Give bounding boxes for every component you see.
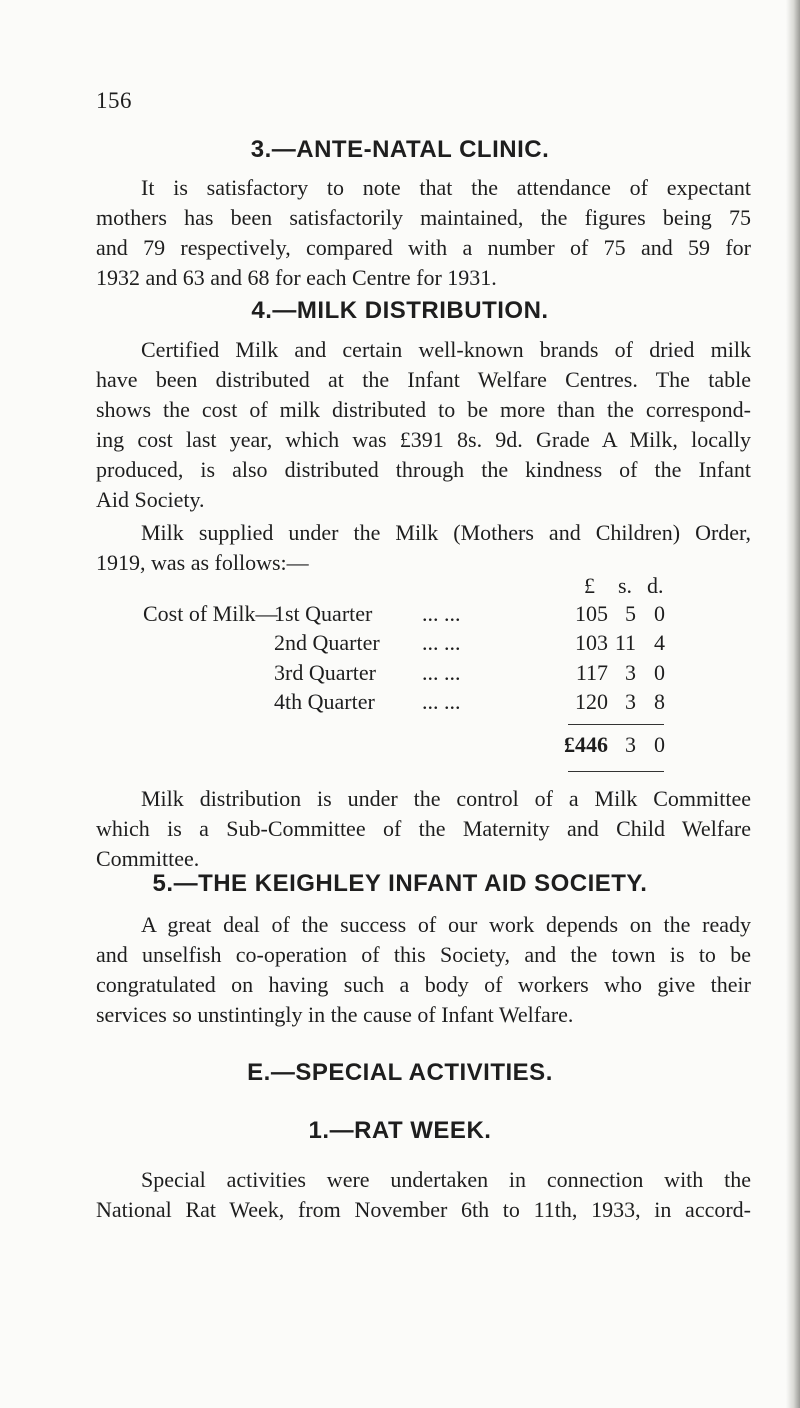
- text-line: 1919, was as follows:—: [96, 550, 309, 575]
- page-number: 156: [96, 88, 132, 113]
- text-line: mothers has been satisfactorily maintained, the figures being 75: [96, 205, 751, 230]
- section-e-heading: E.—SPECIAL ACTIVITIES.: [247, 1059, 553, 1086]
- row-pence: 4: [654, 630, 665, 655]
- milk-committee-paragraph: [96, 784, 751, 874]
- text-line: Certified Milk and certain well-known brands of dried milk: [141, 337, 751, 362]
- total-rule-bottom: [568, 771, 664, 772]
- text-line: Milk distribution is under the control of a Milk Committee: [141, 786, 751, 811]
- row-label: 4th Quarter: [274, 689, 375, 714]
- text-line: congratulated on having such a body of workers who give their: [96, 972, 751, 997]
- row-pounds: 103: [575, 630, 608, 655]
- section-3-paragraph: [96, 173, 751, 293]
- rat-week-paragraph: [96, 1165, 751, 1225]
- pounds-header: £: [584, 573, 595, 598]
- row-pounds: 105: [575, 601, 608, 626]
- text-line: 1932 and 63 and 68 for each Centre for 1931.: [96, 265, 497, 290]
- shillings-header: s.: [618, 573, 633, 598]
- row-prefix: Cost of Milk—: [143, 601, 278, 626]
- pence-header: d.: [647, 573, 664, 598]
- row-shillings: 3: [625, 689, 636, 714]
- page-edge-shadow: [786, 0, 800, 1408]
- row-leader-dots: ... ...: [422, 601, 461, 626]
- row-leader-dots: ... ...: [422, 689, 461, 714]
- section-5-heading: 5.—THE KEIGHLEY INFANT AID SOCIETY.: [152, 870, 648, 897]
- text-line: It is satisfactory to note that the attendance of expectant: [141, 175, 751, 200]
- total-shillings: 3: [625, 732, 636, 757]
- text-line: which is a Sub-Committee of the Maternity and Child Welfare: [96, 816, 751, 841]
- row-label: 2nd Quarter: [274, 630, 380, 655]
- text-line: and unselfish co-operation of this Society, and the town is to be: [96, 942, 751, 967]
- row-pence: 0: [654, 601, 665, 626]
- text-line: ing cost last year, which was £391 8s. 9d. Grade A Milk, locally: [96, 427, 751, 452]
- text-line: Special activities were undertaken in connection with the: [141, 1167, 751, 1192]
- text-line: shows the cost of milk distributed to be more than the correspond-: [96, 397, 751, 422]
- row-shillings: 3: [625, 660, 636, 685]
- text-line: Committee.: [96, 846, 200, 871]
- row-shillings: 5: [625, 601, 636, 626]
- text-line: A great deal of the success of our work depends on the ready: [141, 912, 751, 937]
- section-5-paragraph: [96, 910, 751, 1030]
- row-label: 3rd Quarter: [274, 660, 377, 685]
- text-line: Milk supplied under the Milk (Mothers and Children) Order,: [141, 520, 751, 545]
- milk-intro-paragraph: [96, 335, 751, 515]
- total-rule-top: [568, 724, 664, 725]
- text-line: services so unstintingly in the cause of Infant Welfare.: [96, 1002, 574, 1027]
- row-pounds: 120: [575, 689, 608, 714]
- total-pence: 0: [654, 732, 665, 757]
- row-leader-dots: ... ...: [422, 660, 461, 685]
- row-leader-dots: ... ...: [422, 630, 461, 655]
- text-line: and 79 respectively, compared with a number of 75 and 59 for: [96, 235, 751, 260]
- text-line: National Rat Week, from November 6th to 11th, 1933, in accord-: [96, 1197, 751, 1222]
- text-line: produced, is also distributed through the kindness of the Infant: [96, 457, 751, 482]
- row-shillings: 11: [614, 630, 636, 655]
- rat-week-subheading: 1.—RAT WEEK.: [308, 1117, 492, 1144]
- milk-order-paragraph: [96, 518, 751, 578]
- row-label: 1st Quarter: [274, 601, 373, 626]
- row-pence: 0: [654, 660, 665, 685]
- section-3-heading: 3.—ANTE-NATAL CLINIC.: [250, 136, 550, 163]
- total-pounds: £446: [564, 732, 608, 757]
- text-line: Aid Society.: [96, 487, 205, 512]
- text-line: have been distributed at the Infant Welfare Centres. The table: [96, 367, 751, 392]
- row-pence: 8: [654, 689, 665, 714]
- row-pounds: 117: [575, 660, 608, 685]
- section-4-heading: 4.—MILK DISTRIBUTION.: [251, 297, 549, 324]
